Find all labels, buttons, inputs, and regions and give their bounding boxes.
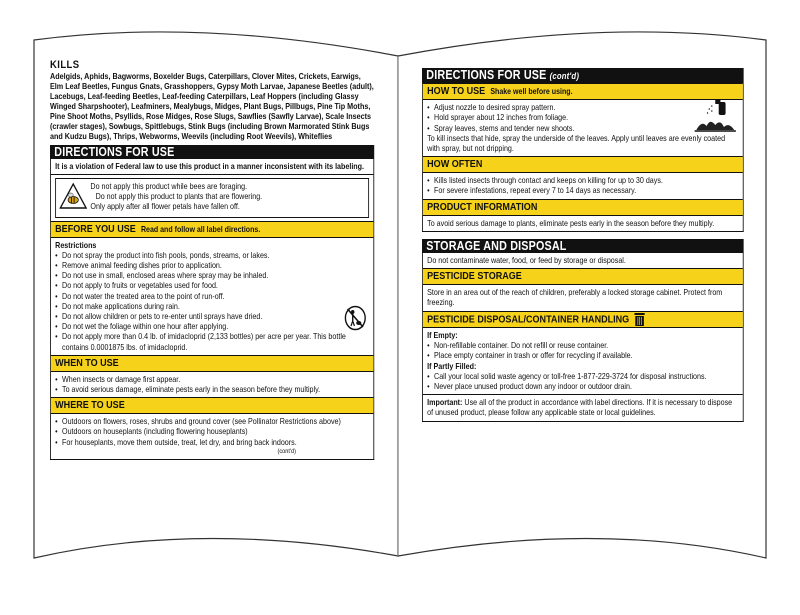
directions-contd-panel bbox=[422, 68, 743, 232]
restriction-item: • Do not apply more than 0.4 lb. of imidacloprid (2,133 bottles) per acre per year. This bottle contains 0.0001875 lbs. of imidacloprid. bbox=[55, 331, 369, 351]
if-empty-item: • Place empty container in trash or offer for recycling if available. bbox=[427, 350, 738, 360]
directions-title: DIRECTIONS FOR USE bbox=[50, 145, 374, 159]
left-page bbox=[50, 60, 375, 520]
trash-can-icon bbox=[634, 313, 644, 326]
pesticide-storage-text: Store in an area out of the reach of children, preferably a locked storage cabinet. Protect from freezing. bbox=[427, 287, 723, 308]
before-you-use-header bbox=[51, 221, 374, 238]
how-to-use-section bbox=[423, 100, 743, 156]
disposal-header bbox=[423, 311, 743, 328]
where-to-use-section bbox=[51, 414, 374, 447]
bee-line-3: Only apply after all flower petals have fallen off. bbox=[90, 201, 240, 212]
if-empty-label: If Empty: bbox=[427, 329, 458, 340]
pesticide-storage-header: PESTICIDE STORAGE bbox=[423, 268, 743, 285]
how-often-header: HOW OFTEN bbox=[423, 156, 743, 173]
where-to-use-item: • For houseplants, move them outside, treat, let dry, and bring back indoors. bbox=[55, 437, 369, 447]
how-to-use-header bbox=[423, 83, 743, 100]
restrictions-label: Restrictions bbox=[55, 239, 97, 250]
spray-plant-icon bbox=[692, 100, 737, 134]
pollinator-box bbox=[55, 178, 369, 218]
storage-warning: Do not contaminate water, food, or feed by storage or disposal. bbox=[427, 255, 626, 266]
if-partly-item: • Never place unused product down any indoor or outdoor drain. bbox=[427, 381, 738, 391]
kills-title: KILLS bbox=[50, 60, 80, 71]
if-partly-item: • Call your local solid waste agency or toll-free 1-877-229-3724 for disposal instructions. bbox=[427, 371, 738, 381]
where-to-use-item: • Outdoors on houseplants (including flowering houseplants) bbox=[55, 426, 369, 436]
important-note bbox=[423, 394, 743, 420]
how-often-item: • Kills listed insects through contact and keeps on killing for up to 30 days. bbox=[427, 175, 738, 185]
bee-line-1: Do not apply this product while bees are foraging. bbox=[90, 180, 248, 191]
restriction-item: • Do not make applications during rain. bbox=[55, 301, 369, 311]
how-to-use-title: HOW TO USE bbox=[427, 85, 486, 98]
how-to-use-item: • Spray leaves, stems and tender new shoots. bbox=[427, 123, 738, 133]
restriction-item: • Remove animal feeding dishes prior to application. bbox=[55, 260, 369, 270]
when-to-use-section bbox=[51, 372, 374, 397]
product-info-text: To avoid serious damage to plants, eliminate pests early in the season before they multiply. bbox=[427, 217, 715, 228]
restriction-item: • Do not water the treated area to the point of run-off. bbox=[55, 291, 369, 301]
federal-warning: It is a violation of Federal law to use this product in a manner inconsistent with its labeling. bbox=[51, 159, 374, 174]
where-to-use-header: WHERE TO USE bbox=[51, 397, 374, 414]
disposal-section bbox=[423, 328, 743, 394]
when-to-use-item: • When insects or damage first appear. bbox=[55, 374, 369, 384]
how-to-use-note: To kill insects that hide, spray the underside of the leaves. Apply until leaves are evenly coated with spray, but not dripping. bbox=[427, 132, 726, 154]
disposal-title: PESTICIDE DISPOSAL/CONTAINER HANDLING bbox=[427, 312, 630, 325]
restriction-item: • Do not wet the foliage within one hour after applying. bbox=[55, 321, 369, 331]
before-you-use-subtitle: Read and follow all label directions. bbox=[140, 224, 261, 234]
important-label: Important: bbox=[427, 397, 463, 408]
if-partly-label: If Partly Filled: bbox=[427, 360, 477, 371]
continued-note: (cont'd) bbox=[277, 447, 296, 455]
restrictions-section bbox=[51, 238, 374, 355]
directions-contd-suffix: (cont'd) bbox=[549, 71, 580, 81]
how-to-use-subtitle: Shake well before using. bbox=[490, 87, 573, 97]
directions-panel bbox=[50, 145, 374, 460]
how-to-use-item: • Hold sprayer about 12 inches from foliage. bbox=[427, 112, 738, 122]
restriction-item: • Do not use in small, enclosed areas where spray may be inhaled. bbox=[55, 270, 369, 280]
right-page bbox=[422, 68, 744, 473]
no-children-pets-icon bbox=[344, 305, 366, 331]
bee-line-2: Do not apply this product to plants that are flowering. bbox=[95, 190, 263, 201]
directions-contd-header bbox=[422, 68, 743, 83]
when-to-use-item: • To avoid serious damage, eliminate pests early in the season before they multiply. bbox=[55, 384, 369, 394]
important-text: Use all of the product in accordance with label directions. If it is necessary to dispose of unused product, please follow any applicable state or local guidelines. bbox=[427, 397, 733, 418]
how-to-use-item: • Adjust nozzle to desired spray pattern. bbox=[427, 102, 738, 112]
when-to-use-header: WHEN TO USE bbox=[51, 355, 374, 372]
product-info-header: PRODUCT INFORMATION bbox=[423, 199, 743, 216]
how-often-item: • For severe infestations, repeat every 7 to 14 days as necessary. bbox=[427, 185, 738, 195]
before-you-use-title: BEFORE YOU USE bbox=[55, 222, 136, 235]
restriction-item: • Do not allow children or pets to re-enter until sprays have dried. bbox=[55, 311, 369, 321]
bee-warning-icon bbox=[59, 182, 87, 210]
how-often-section bbox=[423, 173, 743, 198]
where-to-use-item: • Outdoors on flowers, roses, shrubs and ground cover (see Pollinator Restrictions above) bbox=[55, 416, 369, 426]
kills-list: Adelgids, Aphids, Bagworms, Boxelder Bugs, Caterpillars, Clover Mites, Crickets, Earwigs, Elm Leaf Beetles, Fungus Gnats, Grasshoppers, Gypsy Moth Larvae, Japanese Beetles (adult), Lacebugs, Leaf-feeding Beetles, Leaf-feeding Caterpillars, Leaf Hoppers (including Glassy Winged Sharpshooter), Leafminers, Mealybugs, Midges, Plant Bugs, Pillbugs, Pine Tip Moths, Pine Shoot Moths, Psyllids, Rose Midges, Rose Slugs, Sawflies (Sawfly Larvae), Scale Insects (crawler stages), Sowbugs, Spittlebugs, Stink Bugs (including Brown Marmorated Stink Bugs and Kudzu Bugs), Thrips, Webworms, Weevils (including Root Weevils), Whiteflies bbox=[50, 71, 374, 142]
directions-contd-title: DIRECTIONS FOR USE bbox=[426, 68, 547, 82]
restriction-item: • Do not apply to fruits or vegetables used for food. bbox=[55, 280, 369, 290]
storage-title: STORAGE AND DISPOSAL bbox=[422, 239, 743, 253]
restriction-item: • Do not spray the product into fish pools, ponds, streams, or lakes. bbox=[55, 250, 369, 260]
if-empty-item: • Non-refillable container. Do not refill or reuse container. bbox=[427, 340, 738, 350]
storage-panel bbox=[422, 239, 743, 422]
